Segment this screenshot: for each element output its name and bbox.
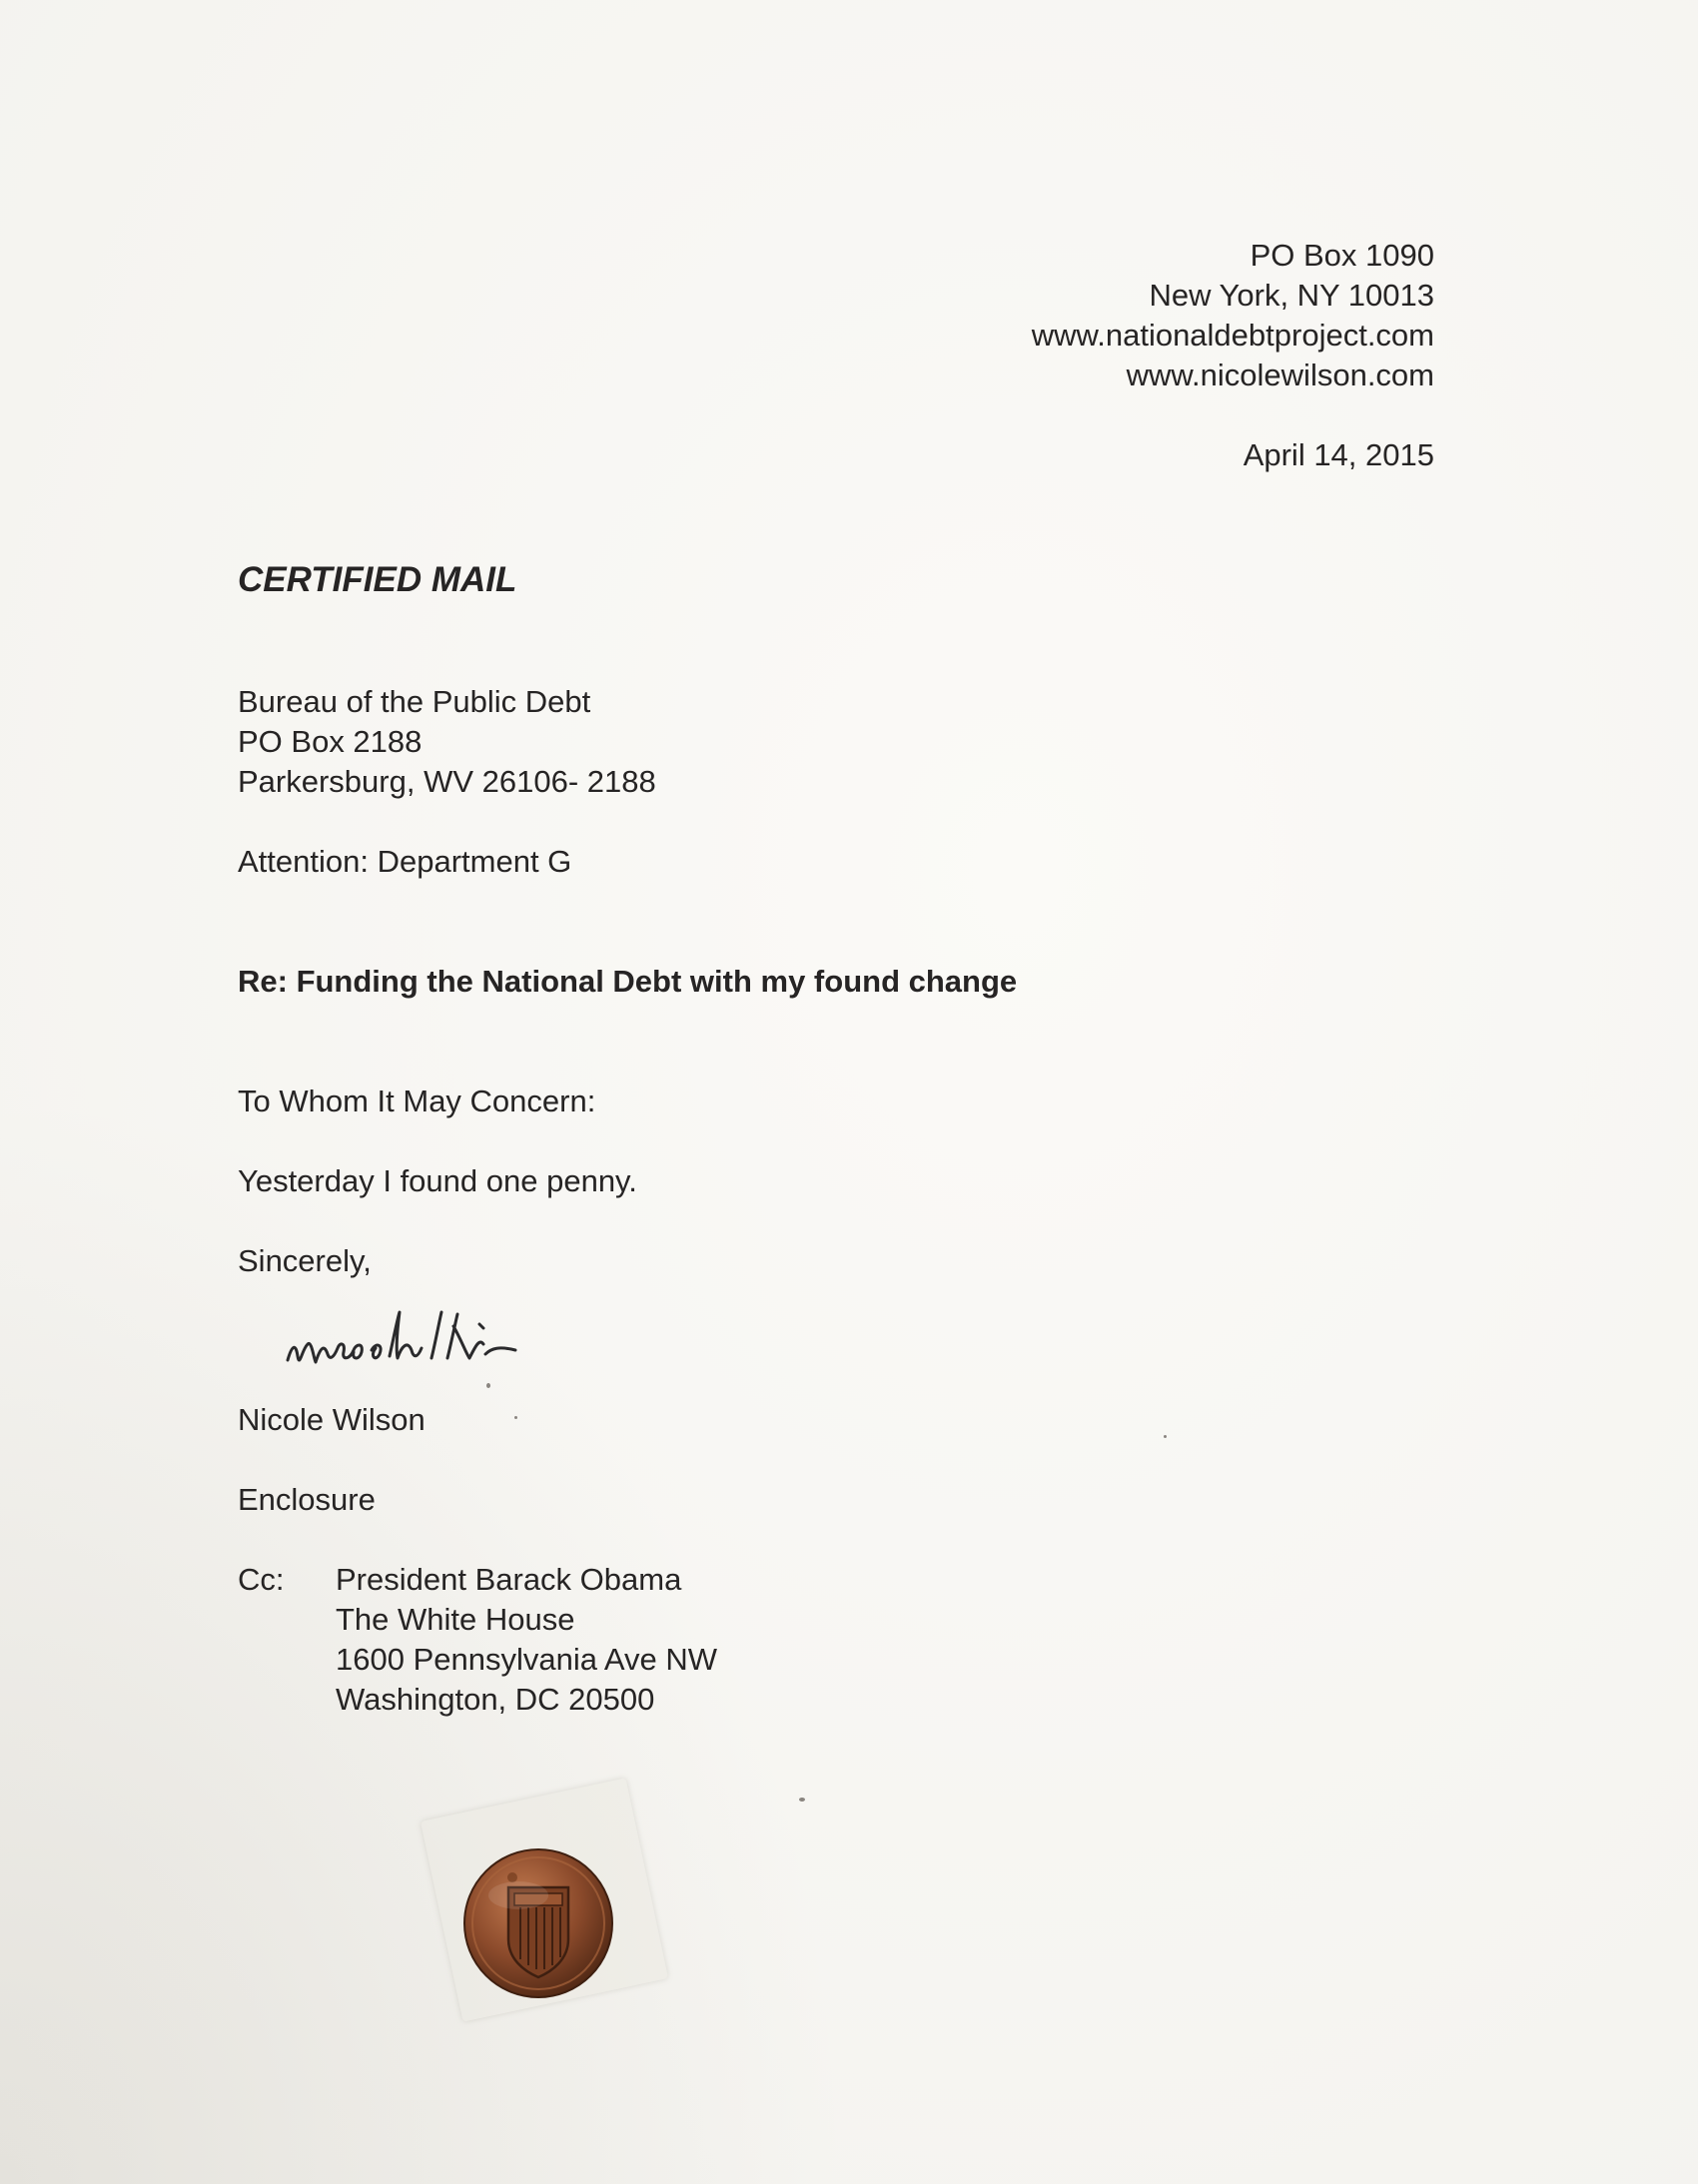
closing: Sincerely, xyxy=(238,1243,372,1278)
cc-line: 1600 Pennsylvania Ave NW xyxy=(336,1642,717,1677)
letter-date: April 14, 2015 xyxy=(1243,437,1434,472)
recipient-line: Parkersburg, WV 26106- 2188 xyxy=(238,764,656,799)
return-address-website: www.nicolewilson.com xyxy=(1126,358,1434,392)
cc-address xyxy=(336,1560,717,1720)
paper-speck xyxy=(514,1416,517,1419)
cc-line: The White House xyxy=(336,1602,575,1637)
cc-label: Cc: xyxy=(238,1562,285,1597)
signature-icon xyxy=(280,1298,599,1388)
letter-body: Yesterday I found one penny. xyxy=(238,1163,637,1198)
salutation: To Whom It May Concern: xyxy=(238,1084,596,1118)
recipient-line: PO Box 2188 xyxy=(238,724,423,759)
penny-coin-icon xyxy=(462,1847,614,1999)
cc-line: Washington, DC 20500 xyxy=(336,1682,655,1717)
return-address-line: New York, NY 10013 xyxy=(1149,278,1434,313)
return-address-website: www.nationaldebtproject.com xyxy=(1031,318,1434,353)
attention-line: Attention: Department G xyxy=(238,844,572,879)
cc-line: President Barack Obama xyxy=(336,1562,682,1597)
return-address-line: PO Box 1090 xyxy=(1250,238,1434,273)
paper-speck xyxy=(486,1383,490,1388)
recipient-address xyxy=(238,682,656,802)
enclosure-note: Enclosure xyxy=(238,1482,376,1517)
return-address xyxy=(1032,236,1434,395)
paper-speck xyxy=(799,1798,805,1802)
recipient-line: Bureau of the Public Debt xyxy=(238,684,591,719)
subject-line: Re: Funding the National Debt with my found change xyxy=(238,964,1018,999)
delivery-method: CERTIFIED MAIL xyxy=(238,560,517,599)
signer-name: Nicole Wilson xyxy=(238,1402,425,1437)
paper-speck xyxy=(1164,1435,1167,1438)
